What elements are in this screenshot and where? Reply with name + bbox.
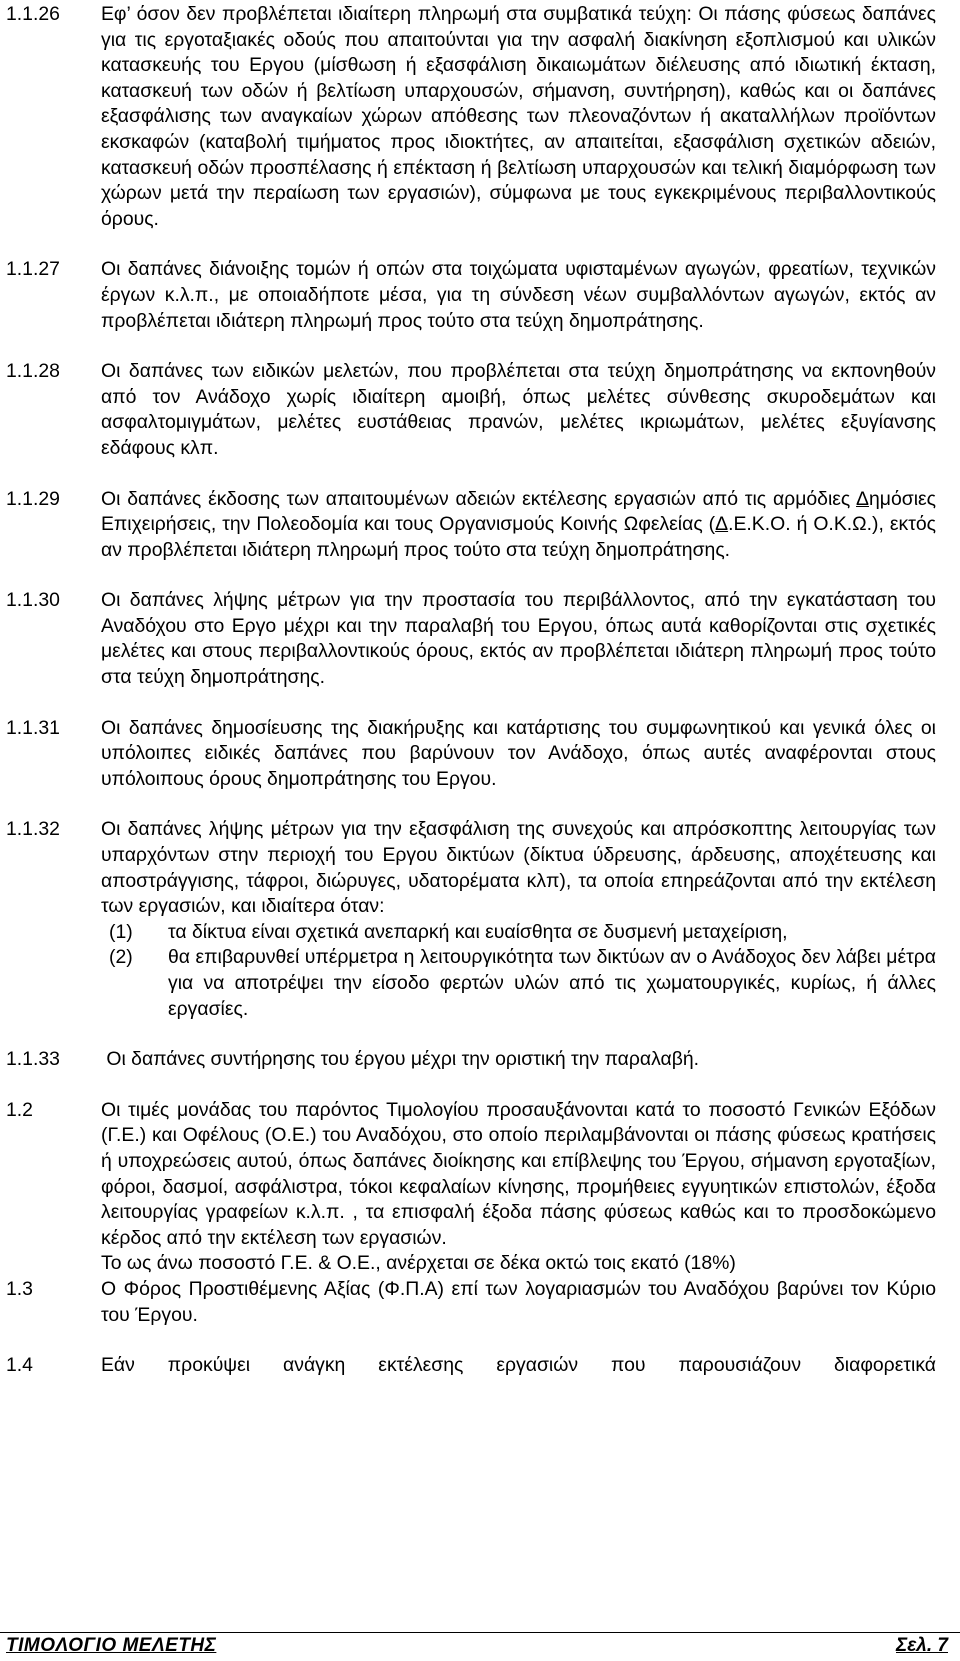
clause-text: Ο Φόρος Προστιθέμενης Αξίας (Φ.Π.Α) επί των λογαριασμών του Αναδόχου βαρύνει τον Κύριο του Έργου. — [101, 1277, 936, 1326]
clause-1-3 — [6, 1277, 936, 1328]
clause-number: 1.1.29 — [6, 487, 60, 510]
clause-number: 1.1.33 — [6, 1048, 60, 1071]
clause-1-1-28 — [6, 359, 936, 461]
clause-1-1-33 — [6, 1047, 936, 1073]
clause-number: 1.1.31 — [6, 716, 60, 739]
clause-text: Εάν προκύψει ανάγκη εκτέλεσης εργασιών που παρουσιάζουν διαφορετικά — [101, 1354, 936, 1377]
sub-item — [101, 920, 936, 946]
footer-title: ΤΙΜΟΛΟΓΙΟ ΜΕΛΕΤΗΣ — [6, 1635, 217, 1656]
clause-text: Οι δαπάνες διάνοιξης τομών ή οπών στα τοιχώματα υφισταμένων αγωγών, φρεατίων, τεχνικών έργων κ.λ.π., με οποιαδήποτε μέσα, για τη σύνδεση νέων συμβαλλόντων αγωγών, εκτός αν προβλέπεται ιδιάτερη πληρωμή προς τούτο στα τεύχη δημοπράτησης. — [101, 258, 936, 332]
clause-text: Οι δαπάνες συντήρησης του έργου μέχρι την οριστική την παραλαβή. — [101, 1048, 700, 1071]
clause-extra-text: Το ως άνω ποσοστό Γ.Ε. & Ο.Ε., ανέρχεται σε δέκα οκτώ τοις εκατό (18%) — [101, 1252, 736, 1275]
clause-number: 1.1.30 — [6, 589, 60, 612]
clause-text: Εφ’ όσον δεν προβλέπεται ιδιαίτερη πληρωμή στα συμβατικά τεύχη: Οι πάσης φύσεως δαπάνες για τις εργοταξιακές οδούς που απαιτούνται για την ασφαλή διακίνηση εξοπλισμού και υλικών κατασκευής του Εργου (μίσθωση ή εξασφάλιση δικαιωμάτων διέλευσης από ιδιωτική έκταση, κατασκευή των οδών ή βελτίωση υπαρχουσών, σήμανση, συντήρηση), καθώς και οι δαπάνες εξασφάλισης των αναγκαίων χώρων απόθεσης των πλεοναζόντων ή ακαταλλήλων προϊόντων εκσκαφών (καταβολή τιμήματος προς ιδιοκτήτες, αν απαιτείται, εξασφάλιση σχετικών αδειών, κατασκευή οδών προσπέλασης ή επέκταση ή βελτίωση υπαρχουσών και τελική διαμόρφωση των χώρων μετά την περαίωση των εργασιών), σύμφωνα με τους εγκεκριμένους περιβαλλοντικούς όρους. — [101, 3, 936, 230]
clause-text: Οι δαπάνες λήψης μέτρων για την προστασία του περιβάλλοντος, από την εγκατάσταση του Αναδόχου στο Εργο μέχρι και την παραλαβή του Εργου, όπως αυτά καθορίζονται στις σχετικές μελέτες και στους περιβαλλοντικούς όρους, εκτός αν προβλέπεται ιδιάτερη πληρωμή προς τούτο στα τεύχη δημοπράτησης. — [101, 589, 936, 689]
clause-1-2 — [6, 1098, 936, 1277]
clause-number: 1.1.26 — [6, 3, 60, 25]
sub-item-text: θα επιβαρυνθεί υπέρμετρα η λειτουργικότητα των δικτύων αν ο Ανάδοχος δεν λάβει μέτρα για να αποτρέψει την είσοδο φερτών υλών από τις χωματουργικές, κυρίως, ή άλλες εργασίες. — [168, 946, 936, 1020]
document-body — [6, 2, 936, 1379]
clause-1-1-26 — [6, 2, 936, 232]
clause-1-1-32 — [6, 817, 936, 1022]
sub-item-text: τα δίκτυα είναι σχετικά ανεπαρκή και ευαίσθητα σε δυσμενή μεταχείριση, — [168, 920, 788, 943]
sub-item-number: (2) — [109, 946, 133, 969]
clause-text: Οι δαπάνες δημοσίευσης της διακήρυξης και κατάρτισης του συμφωνητικού και γενικά όλες οι υπόλοιπες ειδικές δαπάνες που βαρύνουν τον Ανάδοχο, όπως αυτές αναφέρονται στους υπόλοιπους όρους δημοπράτησης του Εργου. — [101, 716, 936, 790]
clause-1-4 — [6, 1353, 936, 1379]
clause-number: 1.1.27 — [6, 258, 60, 281]
sub-list — [101, 920, 936, 1022]
sub-item — [101, 945, 936, 1022]
clause-number: 1.1.28 — [6, 360, 60, 383]
clause-number: 1.2 — [6, 1098, 33, 1121]
clause-text: Οι δαπάνες των ειδικών μελετών, που προβλέπεται στα τεύχη δημοπράτησης να εκπονηθούν από τον Ανάδοχο χωρίς ιδιαίτερη αμοιβή, όπως μελέτες σύνθεσης σκυροδεμάτων και ασφαλτομιγμάτων, μελέτες ευστάθειας πρανών, μελέτες ικριωμάτων, μελέτες εξυγίανσης εδάφους κλπ. — [101, 360, 936, 459]
clause-number: 1.3 — [6, 1277, 33, 1300]
clause-number: 1.4 — [6, 1354, 33, 1377]
sub-item-number: (1) — [109, 920, 133, 943]
clause-1-1-27 — [6, 257, 936, 334]
clause-text: Οι δαπάνες λήψης μέτρων για την εξασφάλιση της συνεχούς και απρόσκοπτης λειτουργίας των υπαρχόντων στην περιοχή του Εργου δικτύων (δίκτυα ύδρευσης, άρδευσης, αποχέτευσης και αποστράγγισης, τάφροι, διώρυγες, υδατορέματα κλπ), τα οποία επηρεάζονται από την εκτέλεση των εργασιών, και ιδιαίτερα όταν: — [101, 818, 936, 918]
clause-1-1-31 — [6, 716, 936, 793]
clause-number: 1.1.32 — [6, 818, 60, 841]
clause-text: Οι δαπάνες έκδοσης των απαιτουμένων αδειών εκτέλεσης εργασιών από τις αρμόδιες Δημόσιες Επιχειρήσεις, την Πολεοδομία και τους Οργανισμούς Κοινής Ωφελείας (Δ.Ε.Κ.Ο. ή Ο.Κ.Ω.), εκτός αν προβλέπεται ιδιάτερη πληρωμή προς τούτο στα τεύχη δημοπράτησης. — [101, 487, 936, 561]
clause-text: Οι τιμές μονάδας του παρόντος Τιμολογίου προσαυξάνονται κατά το ποσοστό Γενικών Εξόδων (Γ.Ε.) και Οφέλους (Ο.Ε.) του Αναδόχου, στο οποίο περιλαμβάνονται οι πάσης φύσεως κρατήσεις ή υποχρεώσεις αυτού, όπως δαπάνες διοίκησης και επίβλεψης του Έργου, σήμανση εργοταξίων, φόροι, δασμοί, ασφάλιστρα, τόκοι κεφαλαίων κίνησης, προμήθειες εγγυητικών επιστολών, έξοδα λειτουργίας γραφείων κ.λ.π. , τα επισφαλή έξοδα πάσης φύσεως καθώς και το προσδοκώμενο κέρδος από την εκτέλεση των εργασιών. — [101, 1098, 936, 1249]
clause-1-1-29 — [6, 487, 936, 564]
page-footer — [0, 1632, 960, 1661]
page-number: Σελ. 7 — [896, 1635, 948, 1656]
clause-1-1-30 — [6, 588, 936, 690]
